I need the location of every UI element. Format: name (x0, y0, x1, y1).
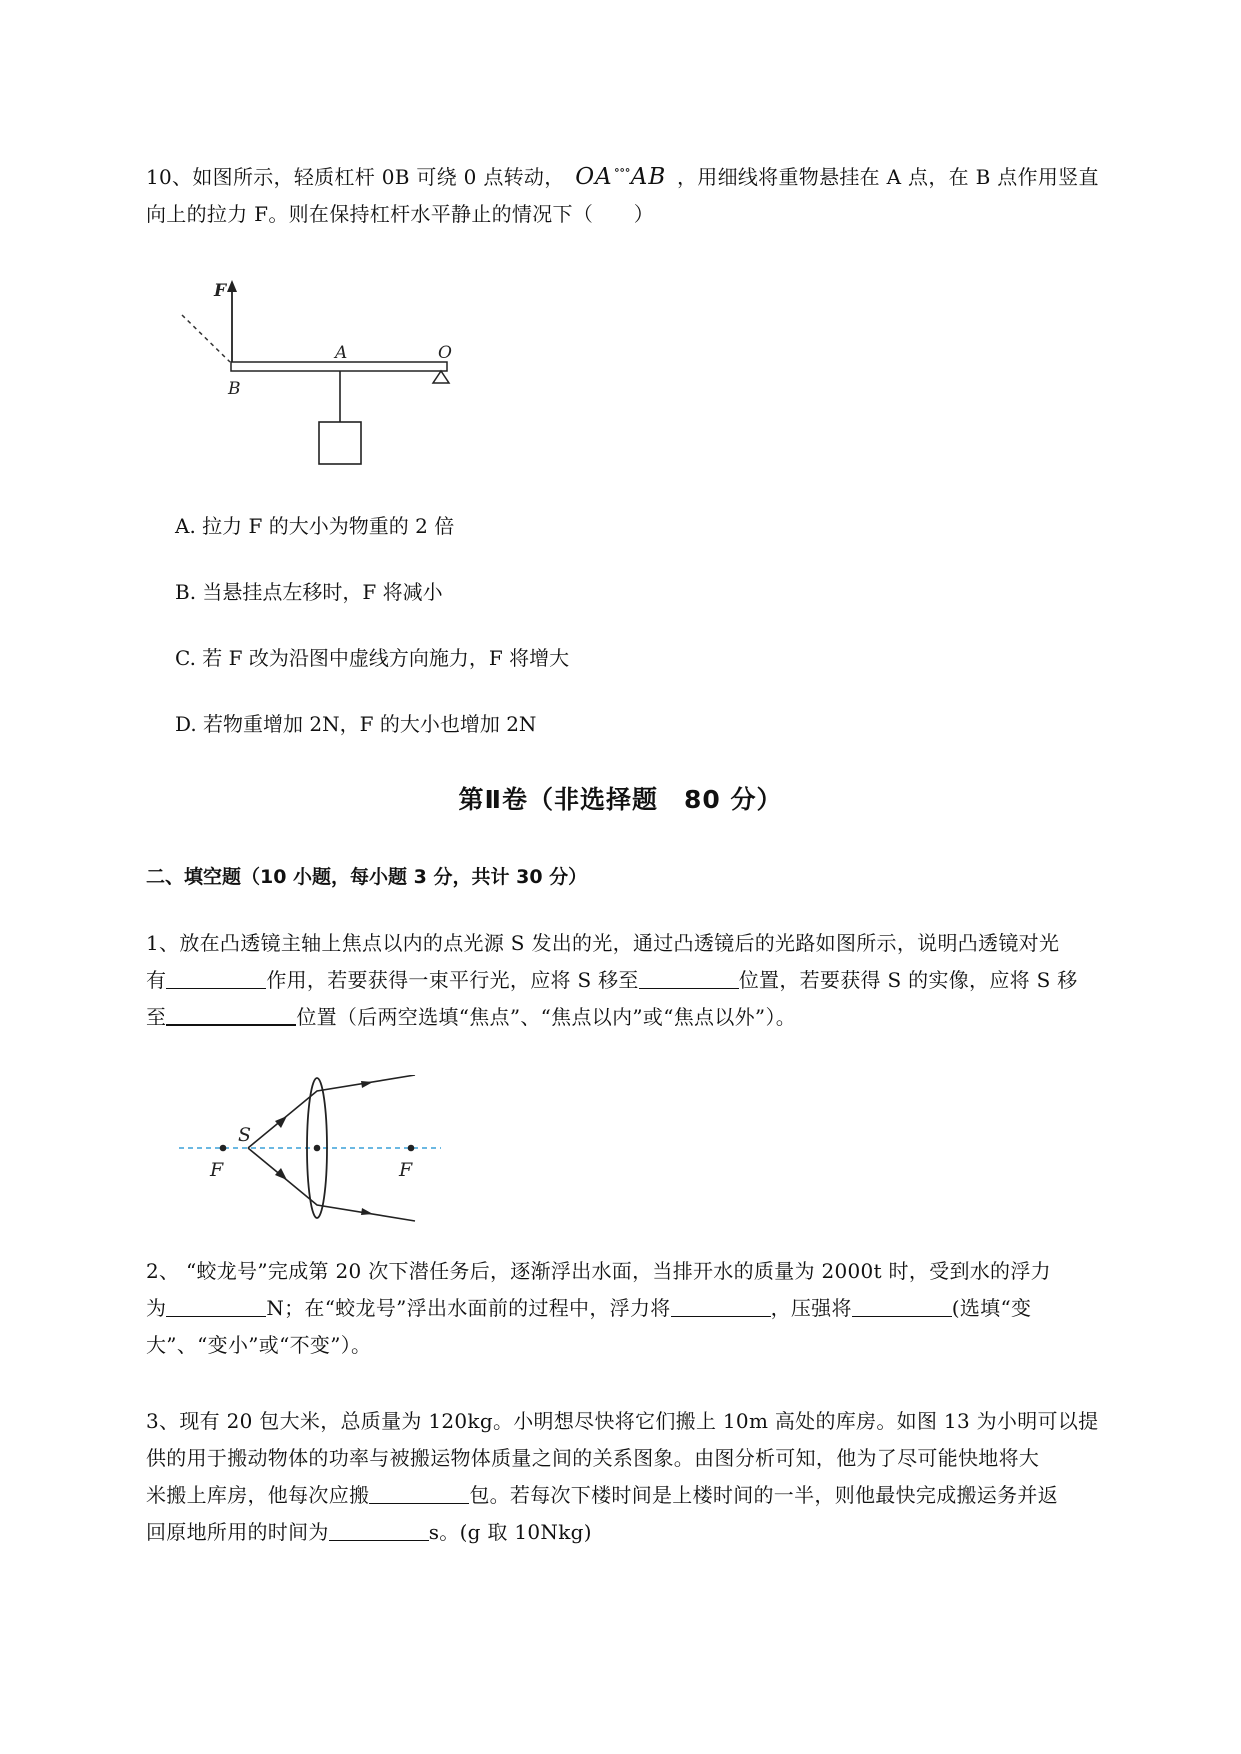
lens-label-s: S (238, 1124, 252, 1146)
focal-point-left (220, 1145, 227, 1152)
answer-blank[interactable] (369, 1483, 469, 1504)
lever-label-o: O (438, 343, 452, 363)
fill-3-text-b: 包。若每次下楼时间是上楼时间的一半，则他最快完成搬运务并返 (469, 1483, 1059, 1507)
question-10 (146, 152, 1156, 233)
fill-question-3 (146, 1403, 1156, 1551)
fill-3-line-1: 3、现有 20 包大米，总质量为 120kg。小明想尽快将它们搬上 10m 高处的库房。如图 13 为小明可以提 (146, 1409, 1099, 1433)
fill-2-text-b: N；在“蛟龙号”浮出水面前的过程中，浮力将 (266, 1296, 671, 1320)
ray-upper (248, 1075, 415, 1148)
formula-oa-ab (571, 164, 670, 190)
fill-3-line-4 (146, 1514, 1156, 1551)
lever-dashed-force-line (182, 315, 230, 362)
fill-1-text-e: 位置（后两空选填“焦点”、“焦点以内”或“焦点以外”）。 (296, 1005, 797, 1029)
lever-figure (170, 270, 490, 480)
focal-point-right (408, 1145, 415, 1152)
lens-center-point (314, 1145, 321, 1152)
lens-label-f-right: F (399, 1159, 413, 1181)
fill-3-text-d: s。(g 取 10Nkg) (428, 1520, 592, 1544)
fill-2-line-2 (146, 1290, 1156, 1327)
fill-1-line-2 (146, 962, 1156, 999)
lever-label-b: B (228, 379, 241, 399)
answer-blank[interactable] (166, 968, 266, 989)
section-subheading: 二、填空题（10 小题，每小题 3 分，共计 30 分） (146, 866, 588, 888)
answer-blank[interactable] (166, 1004, 296, 1026)
answer-blank[interactable] (166, 1296, 266, 1317)
section-title: 第Ⅱ卷（非选择题 80 分） (458, 785, 783, 814)
lever-label-f: F (214, 281, 227, 301)
lens-figure (175, 1075, 455, 1225)
ray-lower (248, 1148, 415, 1221)
question-10-line-2: 向上的拉力 F。则在保持杠杆水平静止的情况下（ ） (146, 202, 655, 226)
formula-left: OA (575, 164, 613, 190)
question-10-line-1 (146, 152, 1156, 196)
answer-blank[interactable] (852, 1296, 952, 1317)
fill-1-line-3 (146, 999, 1156, 1036)
question-10-text-post: ，用细线将重物悬挂在 A 点，在 B 点作用竖直 (676, 165, 1099, 189)
answer-blank[interactable] (329, 1520, 429, 1541)
fill-1-text-b: 作用，若要获得一束平行光，应将 S 移至 (266, 968, 639, 992)
option-d: D. 若物重增加 2N，F 的大小也增加 2N (175, 712, 537, 736)
lever-force-arrowhead (227, 280, 237, 292)
fill-question-2 (146, 1253, 1156, 1364)
answer-blank[interactable] (639, 968, 739, 989)
answer-blank[interactable] (671, 1296, 771, 1317)
lever-pivot (433, 371, 449, 383)
ray-lower-arrowhead (275, 1168, 287, 1180)
ray-lower-out-arrowhead (361, 1208, 373, 1215)
fill-3-line-3 (146, 1477, 1156, 1514)
fill-2-text-d: (选填“变 (951, 1296, 1032, 1320)
formula-right: AB (630, 164, 667, 190)
fill-1-text-a: 有 (146, 968, 167, 992)
ray-upper-arrowhead (275, 1116, 287, 1128)
option-b: B. 当悬挂点左移时，F 将减小 (175, 580, 443, 604)
fill-1-line-1: 1、放在凸透镜主轴上焦点以内的点光源 S 发出的光，通过凸透镜后的光路如图所示，说明凸透镜对光 (146, 931, 1060, 955)
fill-2-text-c: ，压强将 (770, 1296, 852, 1320)
fill-2-line-3: 大”、“变小”或“不变”）。 (146, 1333, 372, 1357)
lens-label-f-left: F (210, 1159, 224, 1181)
ray-upper-out-arrowhead (361, 1081, 373, 1088)
fill-1-text-d: 至 (146, 1005, 167, 1029)
lever-bar (231, 362, 447, 371)
fill-1-text-c: 位置，若要获得 S 的实像，应将 S 移 (738, 968, 1078, 992)
question-10-text-pre: 10、如图所示，轻质杠杆 0B 可绕 0 点转动， (146, 165, 565, 189)
lever-weight-box (319, 422, 361, 464)
formula-relation-glyph: ∘∘∘ (613, 163, 630, 178)
fill-2-text-a: 为 (146, 1296, 167, 1320)
fill-3-text-c: 回原地所用的时间为 (146, 1520, 329, 1544)
lever-label-a: A (335, 343, 348, 363)
option-c: C. 若 F 改为沿图中虚线方向施力，F 将增大 (175, 646, 570, 670)
option-a: A. 拉力 F 的大小为物重的 2 倍 (175, 514, 455, 538)
fill-question-1 (146, 925, 1156, 1036)
fill-3-text-a: 米搬上库房，他每次应搬 (146, 1483, 370, 1507)
fill-2-line-1: 2、 “蛟龙号”完成第 20 次下潜任务后，逐渐浮出水面，当排开水的质量为 2000t 时，受到水的浮力 (146, 1259, 1051, 1283)
fill-3-line-2: 供的用于搬动物体的功率与被搬运物体质量之间的关系图象。由图分析可知，他为了尽可能快地将大 (146, 1446, 1040, 1470)
